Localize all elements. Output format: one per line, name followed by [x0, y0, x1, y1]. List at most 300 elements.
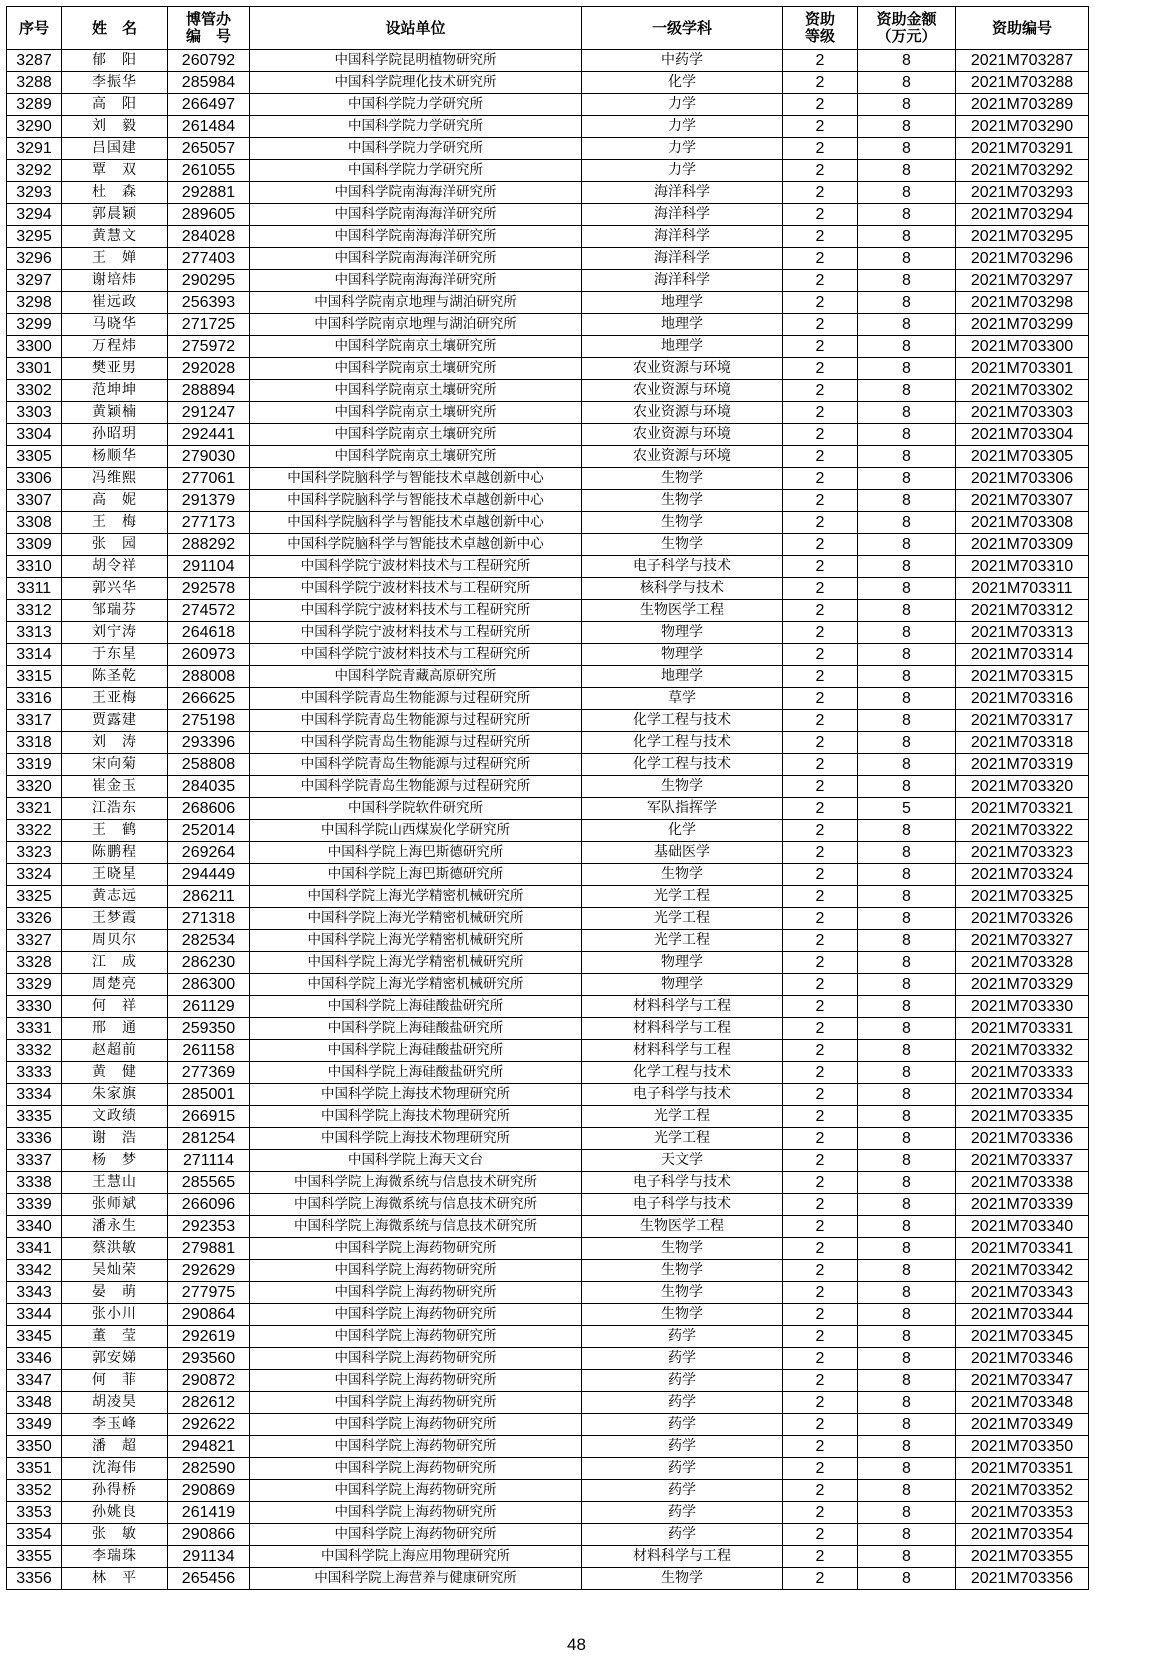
cell-office-id: 266625 — [168, 688, 250, 710]
cell-discipline: 药学 — [582, 1370, 783, 1392]
cell-office-id: 264618 — [168, 622, 250, 644]
cell-seq: 3354 — [7, 1524, 62, 1546]
cell-amount: 8 — [858, 204, 956, 226]
cell-grade: 2 — [783, 1150, 858, 1172]
cell-grade: 2 — [783, 1084, 858, 1106]
cell-office-id: 275198 — [168, 710, 250, 732]
table-row — [7, 358, 1089, 380]
cell-name: 王梦霞 — [62, 908, 168, 930]
cell-grade: 2 — [783, 94, 858, 116]
cell-amount: 8 — [858, 952, 956, 974]
cell-grade: 2 — [783, 996, 858, 1018]
cell-grade: 2 — [783, 1326, 858, 1348]
cell-name: 文政绩 — [62, 1106, 168, 1128]
cell-amount: 8 — [858, 490, 956, 512]
cell-amount: 8 — [858, 138, 956, 160]
cell-seq: 3338 — [7, 1172, 62, 1194]
cell-seq: 3324 — [7, 864, 62, 886]
cell-unit: 中国科学院上海药物研究所 — [250, 1260, 582, 1282]
cell-office-id: 292441 — [168, 424, 250, 446]
cell-unit: 中国科学院上海巴斯德研究所 — [250, 864, 582, 886]
cell-office-id: 281254 — [168, 1128, 250, 1150]
cell-discipline: 海洋科学 — [582, 182, 783, 204]
cell-unit: 中国科学院脑科学与智能技术卓越创新中心 — [250, 534, 582, 556]
cell-amount: 8 — [858, 666, 956, 688]
cell-unit: 中国科学院上海药物研究所 — [250, 1502, 582, 1524]
header-discipline: 一级学科 — [582, 7, 783, 50]
cell-seq: 3306 — [7, 468, 62, 490]
cell-name: 吴灿荣 — [62, 1260, 168, 1282]
cell-seq: 3293 — [7, 182, 62, 204]
cell-funding-id: 2021M703347 — [956, 1370, 1089, 1392]
cell-seq: 3355 — [7, 1546, 62, 1568]
cell-amount: 8 — [858, 248, 956, 270]
cell-amount: 8 — [858, 1348, 956, 1370]
table-row — [7, 138, 1089, 160]
cell-amount: 8 — [858, 974, 956, 996]
table-row — [7, 1062, 1089, 1084]
cell-amount: 8 — [858, 710, 956, 732]
cell-grade: 2 — [783, 930, 858, 952]
table-row — [7, 1238, 1089, 1260]
cell-grade: 2 — [783, 1282, 858, 1304]
cell-name: 陈鹏程 — [62, 842, 168, 864]
cell-unit: 中国科学院南京土壤研究所 — [250, 446, 582, 468]
cell-office-id: 289605 — [168, 204, 250, 226]
cell-amount: 8 — [858, 556, 956, 578]
cell-discipline: 药学 — [582, 1348, 783, 1370]
cell-grade: 2 — [783, 1194, 858, 1216]
cell-seq: 3351 — [7, 1458, 62, 1480]
cell-seq: 3347 — [7, 1370, 62, 1392]
cell-seq: 3343 — [7, 1282, 62, 1304]
cell-name: 万程炜 — [62, 336, 168, 358]
cell-grade: 2 — [783, 490, 858, 512]
cell-seq: 3331 — [7, 1018, 62, 1040]
cell-funding-id: 2021M703296 — [956, 248, 1089, 270]
cell-unit: 中国科学院上海光学精密机械研究所 — [250, 930, 582, 952]
cell-grade: 2 — [783, 688, 858, 710]
table-row — [7, 798, 1089, 820]
cell-funding-id: 2021M703288 — [956, 72, 1089, 94]
table-row — [7, 732, 1089, 754]
cell-seq: 3312 — [7, 600, 62, 622]
cell-amount: 8 — [858, 270, 956, 292]
cell-funding-id: 2021M703298 — [956, 292, 1089, 314]
cell-amount: 8 — [858, 1040, 956, 1062]
cell-name: 朱家旗 — [62, 1084, 168, 1106]
cell-office-id: 266096 — [168, 1194, 250, 1216]
cell-seq: 3336 — [7, 1128, 62, 1150]
cell-discipline: 物理学 — [582, 644, 783, 666]
cell-amount: 8 — [858, 468, 956, 490]
cell-grade: 2 — [783, 380, 858, 402]
cell-funding-id: 2021M703343 — [956, 1282, 1089, 1304]
cell-seq: 3299 — [7, 314, 62, 336]
cell-discipline: 物理学 — [582, 974, 783, 996]
cell-amount: 8 — [858, 1150, 956, 1172]
cell-amount: 8 — [858, 512, 956, 534]
cell-discipline: 海洋科学 — [582, 226, 783, 248]
cell-name: 沈海伟 — [62, 1458, 168, 1480]
table-row — [7, 1150, 1089, 1172]
cell-seq: 3335 — [7, 1106, 62, 1128]
table-row — [7, 512, 1089, 534]
cell-funding-id: 2021M703345 — [956, 1326, 1089, 1348]
cell-amount: 8 — [858, 842, 956, 864]
cell-seq: 3353 — [7, 1502, 62, 1524]
cell-seq: 3344 — [7, 1304, 62, 1326]
table-row — [7, 1282, 1089, 1304]
cell-office-id: 279881 — [168, 1238, 250, 1260]
cell-discipline: 电子科学与技术 — [582, 1084, 783, 1106]
cell-discipline: 力学 — [582, 94, 783, 116]
cell-grade: 2 — [783, 644, 858, 666]
cell-unit: 中国科学院上海药物研究所 — [250, 1370, 582, 1392]
cell-unit: 中国科学院上海微系统与信息技术研究所 — [250, 1216, 582, 1238]
page-number: 48 — [567, 1635, 586, 1654]
cell-funding-id: 2021M703320 — [956, 776, 1089, 798]
table-row — [7, 1568, 1089, 1590]
table-row — [7, 930, 1089, 952]
cell-office-id: 290866 — [168, 1524, 250, 1546]
cell-discipline: 药学 — [582, 1392, 783, 1414]
cell-grade: 2 — [783, 556, 858, 578]
table-row — [7, 644, 1089, 666]
cell-unit: 中国科学院上海技术物理研究所 — [250, 1128, 582, 1150]
cell-office-id: 285565 — [168, 1172, 250, 1194]
cell-office-id: 284035 — [168, 776, 250, 798]
cell-funding-id: 2021M703311 — [956, 578, 1089, 600]
table-row — [7, 72, 1089, 94]
cell-amount: 8 — [858, 1238, 956, 1260]
cell-discipline: 光学工程 — [582, 908, 783, 930]
cell-name: 于东星 — [62, 644, 168, 666]
cell-funding-id: 2021M703342 — [956, 1260, 1089, 1282]
cell-discipline: 地理学 — [582, 666, 783, 688]
cell-grade: 2 — [783, 1304, 858, 1326]
cell-unit: 中国科学院上海光学精密机械研究所 — [250, 886, 582, 908]
cell-name: 李瑞珠 — [62, 1546, 168, 1568]
cell-discipline: 材料科学与工程 — [582, 996, 783, 1018]
cell-unit: 中国科学院宁波材料技术与工程研究所 — [250, 556, 582, 578]
cell-office-id: 290869 — [168, 1480, 250, 1502]
cell-discipline: 电子科学与技术 — [582, 1194, 783, 1216]
cell-amount: 8 — [858, 402, 956, 424]
cell-unit: 中国科学院青岛生物能源与过程研究所 — [250, 710, 582, 732]
cell-name: 王慧山 — [62, 1172, 168, 1194]
cell-funding-id: 2021M703332 — [956, 1040, 1089, 1062]
cell-discipline: 力学 — [582, 138, 783, 160]
cell-office-id: 291379 — [168, 490, 250, 512]
cell-amount: 8 — [858, 622, 956, 644]
header-row — [7, 7, 1089, 50]
cell-name: 孙昭玥 — [62, 424, 168, 446]
cell-funding-id: 2021M703318 — [956, 732, 1089, 754]
table-row — [7, 1128, 1089, 1150]
cell-office-id: 290872 — [168, 1370, 250, 1392]
table-row — [7, 1018, 1089, 1040]
cell-seq: 3341 — [7, 1238, 62, 1260]
cell-discipline: 海洋科学 — [582, 204, 783, 226]
table-row — [7, 908, 1089, 930]
cell-unit: 中国科学院上海药物研究所 — [250, 1414, 582, 1436]
cell-amount: 8 — [858, 578, 956, 600]
cell-amount: 8 — [858, 1480, 956, 1502]
header-funding-id: 资助编号 — [956, 7, 1089, 50]
cell-office-id: 259350 — [168, 1018, 250, 1040]
cell-grade: 2 — [783, 864, 858, 886]
cell-unit: 中国科学院南海海洋研究所 — [250, 204, 582, 226]
cell-seq: 3317 — [7, 710, 62, 732]
cell-unit: 中国科学院理化技术研究所 — [250, 72, 582, 94]
cell-amount: 8 — [858, 336, 956, 358]
cell-discipline: 化学工程与技术 — [582, 710, 783, 732]
cell-grade: 2 — [783, 160, 858, 182]
cell-unit: 中国科学院上海巴斯德研究所 — [250, 842, 582, 864]
cell-funding-id: 2021M703295 — [956, 226, 1089, 248]
cell-seq: 3298 — [7, 292, 62, 314]
cell-grade: 2 — [783, 1546, 858, 1568]
cell-seq: 3311 — [7, 578, 62, 600]
cell-office-id: 282612 — [168, 1392, 250, 1414]
cell-seq: 3327 — [7, 930, 62, 952]
cell-unit: 中国科学院南京土壤研究所 — [250, 336, 582, 358]
cell-office-id: 292028 — [168, 358, 250, 380]
cell-unit: 中国科学院软件研究所 — [250, 798, 582, 820]
cell-discipline: 光学工程 — [582, 1106, 783, 1128]
cell-seq: 3296 — [7, 248, 62, 270]
cell-name: 黄志远 — [62, 886, 168, 908]
cell-office-id: 277061 — [168, 468, 250, 490]
cell-amount: 5 — [858, 798, 956, 820]
cell-seq: 3295 — [7, 226, 62, 248]
cell-unit: 中国科学院上海药物研究所 — [250, 1436, 582, 1458]
cell-grade: 2 — [783, 182, 858, 204]
cell-unit: 中国科学院上海微系统与信息技术研究所 — [250, 1194, 582, 1216]
cell-amount: 8 — [858, 226, 956, 248]
cell-name: 杜 森 — [62, 182, 168, 204]
cell-seq: 3329 — [7, 974, 62, 996]
cell-discipline: 生物学 — [582, 534, 783, 556]
header-unit: 设站单位 — [250, 7, 582, 50]
cell-funding-id: 2021M703356 — [956, 1568, 1089, 1590]
cell-grade: 2 — [783, 534, 858, 556]
cell-unit: 中国科学院青岛生物能源与过程研究所 — [250, 732, 582, 754]
cell-grade: 2 — [783, 1524, 858, 1546]
cell-unit: 中国科学院上海药物研究所 — [250, 1348, 582, 1370]
cell-grade: 2 — [783, 776, 858, 798]
cell-name: 王 梅 — [62, 512, 168, 534]
cell-grade: 2 — [783, 1018, 858, 1040]
cell-grade: 2 — [783, 314, 858, 336]
cell-amount: 8 — [858, 72, 956, 94]
cell-name: 陈圣乾 — [62, 666, 168, 688]
cell-amount: 8 — [858, 1128, 956, 1150]
cell-amount: 8 — [858, 1194, 956, 1216]
cell-discipline: 化学工程与技术 — [582, 754, 783, 776]
cell-discipline: 材料科学与工程 — [582, 1546, 783, 1568]
table-row — [7, 776, 1089, 798]
cell-discipline: 生物学 — [582, 490, 783, 512]
cell-grade: 2 — [783, 512, 858, 534]
cell-unit: 中国科学院宁波材料技术与工程研究所 — [250, 622, 582, 644]
cell-name: 杨 梦 — [62, 1150, 168, 1172]
cell-office-id: 294821 — [168, 1436, 250, 1458]
cell-unit: 中国科学院脑科学与智能技术卓越创新中心 — [250, 512, 582, 534]
table-row — [7, 556, 1089, 578]
table-row — [7, 1084, 1089, 1106]
cell-name: 蔡洪敏 — [62, 1238, 168, 1260]
cell-office-id: 265456 — [168, 1568, 250, 1590]
cell-seq: 3292 — [7, 160, 62, 182]
cell-grade: 2 — [783, 336, 858, 358]
cell-office-id: 260973 — [168, 644, 250, 666]
cell-seq: 3350 — [7, 1436, 62, 1458]
cell-discipline: 生物学 — [582, 512, 783, 534]
cell-office-id: 261419 — [168, 1502, 250, 1524]
cell-funding-id: 2021M703307 — [956, 490, 1089, 512]
header-amount: 资助金额 （万元） — [858, 7, 956, 50]
cell-discipline: 生物学 — [582, 1304, 783, 1326]
cell-discipline: 生物学 — [582, 1260, 783, 1282]
cell-unit: 中国科学院上海应用物理研究所 — [250, 1546, 582, 1568]
cell-office-id: 291134 — [168, 1546, 250, 1568]
cell-name: 潘永生 — [62, 1216, 168, 1238]
cell-unit: 中国科学院宁波材料技术与工程研究所 — [250, 644, 582, 666]
cell-unit: 中国科学院力学研究所 — [250, 138, 582, 160]
cell-office-id: 261129 — [168, 996, 250, 1018]
cell-discipline: 化学工程与技术 — [582, 1062, 783, 1084]
cell-amount: 8 — [858, 94, 956, 116]
table-row — [7, 402, 1089, 424]
cell-grade: 2 — [783, 204, 858, 226]
table-row — [7, 336, 1089, 358]
cell-name: 覃 双 — [62, 160, 168, 182]
cell-funding-id: 2021M703303 — [956, 402, 1089, 424]
cell-name: 张 敏 — [62, 1524, 168, 1546]
cell-funding-id: 2021M703301 — [956, 358, 1089, 380]
cell-unit: 中国科学院上海光学精密机械研究所 — [250, 908, 582, 930]
cell-amount: 8 — [858, 644, 956, 666]
cell-seq: 3315 — [7, 666, 62, 688]
cell-amount: 8 — [858, 1524, 956, 1546]
cell-discipline: 药学 — [582, 1480, 783, 1502]
cell-funding-id: 2021M703334 — [956, 1084, 1089, 1106]
cell-seq: 3305 — [7, 446, 62, 468]
cell-name: 谢 浩 — [62, 1128, 168, 1150]
cell-office-id: 291104 — [168, 556, 250, 578]
cell-discipline: 药学 — [582, 1326, 783, 1348]
table-row — [7, 1040, 1089, 1062]
table-row — [7, 1392, 1089, 1414]
cell-funding-id: 2021M703346 — [956, 1348, 1089, 1370]
cell-unit: 中国科学院青岛生物能源与过程研究所 — [250, 754, 582, 776]
cell-funding-id: 2021M703299 — [956, 314, 1089, 336]
cell-grade: 2 — [783, 908, 858, 930]
cell-funding-id: 2021M703316 — [956, 688, 1089, 710]
cell-unit: 中国科学院南海海洋研究所 — [250, 270, 582, 292]
cell-name: 马晓华 — [62, 314, 168, 336]
cell-unit: 中国科学院宁波材料技术与工程研究所 — [250, 600, 582, 622]
cell-grade: 2 — [783, 974, 858, 996]
table-row — [7, 50, 1089, 72]
cell-discipline: 光学工程 — [582, 886, 783, 908]
table-row — [7, 666, 1089, 688]
cell-discipline: 生物学 — [582, 1282, 783, 1304]
cell-seq: 3294 — [7, 204, 62, 226]
cell-office-id: 293396 — [168, 732, 250, 754]
cell-grade: 2 — [783, 1106, 858, 1128]
cell-seq: 3352 — [7, 1480, 62, 1502]
table-row — [7, 996, 1089, 1018]
cell-amount: 8 — [858, 424, 956, 446]
cell-unit: 中国科学院上海光学精密机械研究所 — [250, 952, 582, 974]
table-row — [7, 424, 1089, 446]
cell-discipline: 军队指挥学 — [582, 798, 783, 820]
table-row — [7, 1436, 1089, 1458]
cell-funding-id: 2021M703349 — [956, 1414, 1089, 1436]
cell-amount: 8 — [858, 908, 956, 930]
cell-name: 周楚亮 — [62, 974, 168, 996]
cell-name: 王晓星 — [62, 864, 168, 886]
cell-seq: 3349 — [7, 1414, 62, 1436]
cell-funding-id: 2021M703335 — [956, 1106, 1089, 1128]
cell-name: 张师斌 — [62, 1194, 168, 1216]
cell-grade: 2 — [783, 424, 858, 446]
cell-name: 高 妮 — [62, 490, 168, 512]
cell-funding-id: 2021M703312 — [956, 600, 1089, 622]
cell-office-id: 291247 — [168, 402, 250, 424]
cell-name: 李振华 — [62, 72, 168, 94]
cell-seq: 3302 — [7, 380, 62, 402]
cell-unit: 中国科学院上海药物研究所 — [250, 1458, 582, 1480]
cell-name: 宋向菊 — [62, 754, 168, 776]
cell-name: 江 成 — [62, 952, 168, 974]
cell-amount: 8 — [858, 754, 956, 776]
cell-seq: 3313 — [7, 622, 62, 644]
table-row — [7, 754, 1089, 776]
cell-grade: 2 — [783, 600, 858, 622]
cell-grade: 2 — [783, 248, 858, 270]
cell-name: 崔远政 — [62, 292, 168, 314]
table-row — [7, 94, 1089, 116]
cell-unit: 中国科学院青藏高原研究所 — [250, 666, 582, 688]
cell-office-id: 293560 — [168, 1348, 250, 1370]
cell-amount: 8 — [858, 1392, 956, 1414]
cell-amount: 8 — [858, 1084, 956, 1106]
table-row — [7, 292, 1089, 314]
cell-funding-id: 2021M703348 — [956, 1392, 1089, 1414]
cell-seq: 3307 — [7, 490, 62, 512]
cell-grade: 2 — [783, 1128, 858, 1150]
table-row — [7, 380, 1089, 402]
cell-unit: 中国科学院昆明植物研究所 — [250, 50, 582, 72]
cell-amount: 8 — [858, 1106, 956, 1128]
cell-funding-id: 2021M703308 — [956, 512, 1089, 534]
cell-discipline: 地理学 — [582, 292, 783, 314]
table-row — [7, 1106, 1089, 1128]
cell-discipline: 化学工程与技术 — [582, 732, 783, 754]
cell-unit: 中国科学院上海技术物理研究所 — [250, 1106, 582, 1128]
cell-discipline: 力学 — [582, 116, 783, 138]
cell-unit: 中国科学院南京地理与湖泊研究所 — [250, 314, 582, 336]
cell-grade: 2 — [783, 292, 858, 314]
cell-grade: 2 — [783, 1568, 858, 1590]
table-row — [7, 1502, 1089, 1524]
cell-unit: 中国科学院南京土壤研究所 — [250, 424, 582, 446]
table-body — [7, 50, 1089, 1590]
